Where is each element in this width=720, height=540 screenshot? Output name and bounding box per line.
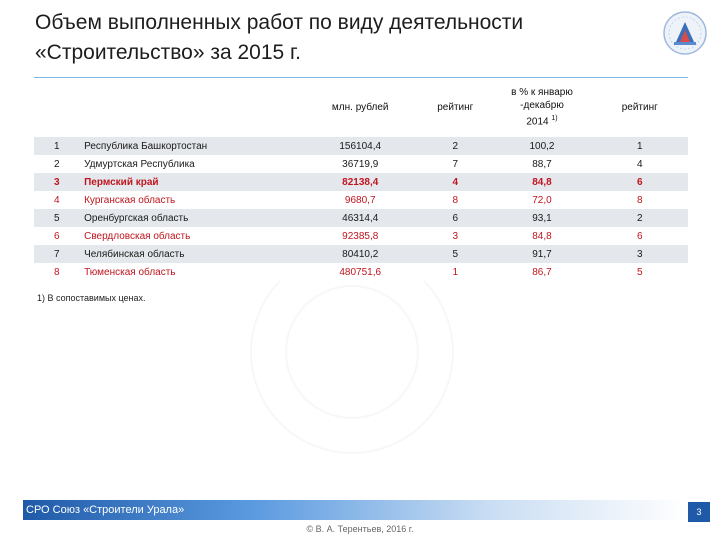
region-name: Тюменская область xyxy=(84,266,176,278)
volume-value: 46314,4 xyxy=(342,212,379,224)
volume-rank: 6 xyxy=(452,212,459,224)
volume-rank: 3 xyxy=(452,230,459,242)
volume-value: 36719,9 xyxy=(342,158,379,170)
footer-organization-label: СРО Союз «Строители Урала» xyxy=(26,504,185,516)
slide-title-line1: Объем выполненных работ по виду деятельности xyxy=(35,11,524,34)
percent-value: 93,1 xyxy=(532,212,552,224)
percent-value: 84,8 xyxy=(532,176,552,188)
region-name: Пермский край xyxy=(84,176,159,188)
row-number: 1 xyxy=(54,140,60,152)
row-number: 4 xyxy=(54,194,60,206)
table-row-highlighted xyxy=(34,173,688,191)
table-row xyxy=(34,209,688,227)
percent-rank: 6 xyxy=(636,230,643,242)
slide-title-line2: «Строительство» за 2015 г. xyxy=(35,41,301,64)
percent-value: 84,8 xyxy=(532,230,552,242)
percent-value: 91,7 xyxy=(532,248,552,260)
region-name: Оренбургская область xyxy=(84,212,189,224)
percent-rank: 8 xyxy=(636,194,643,206)
row-number: 7 xyxy=(54,248,60,260)
logo-emblem-icon xyxy=(662,10,708,56)
footer-author-credit: © В. А. Терентьев, 2016 г. xyxy=(306,524,414,534)
slide-title xyxy=(35,8,635,68)
header-percent-line1: в % к январю xyxy=(511,86,573,98)
page-number-badge: 3 xyxy=(688,502,710,522)
volume-rank: 8 xyxy=(452,194,459,206)
construction-volume-table xyxy=(34,77,688,281)
header-percent-line2: -декабрю xyxy=(520,99,564,111)
volume-rank: 2 xyxy=(452,140,459,152)
header-name xyxy=(82,77,302,137)
header-percent-line3 xyxy=(493,112,592,128)
region-name: Челябинская область xyxy=(84,248,185,260)
header-percent-year: 2014 xyxy=(526,116,549,128)
percent-rank: 1 xyxy=(636,140,643,152)
percent-value: 88,7 xyxy=(532,158,552,170)
table-row xyxy=(34,137,688,155)
volume-value: 480751,6 xyxy=(339,266,382,278)
background-circle-decoration-inner xyxy=(285,285,419,419)
percent-rank: 3 xyxy=(636,248,643,260)
volume-rank: 5 xyxy=(452,248,459,260)
percent-value: 100,2 xyxy=(529,140,555,152)
volume-rank: 4 xyxy=(452,176,459,188)
percent-value: 86,7 xyxy=(532,266,552,278)
header-num xyxy=(34,77,82,137)
percent-rank: 6 xyxy=(636,176,643,188)
percent-value: 72,0 xyxy=(532,194,552,206)
table-row-highlighted xyxy=(34,191,688,209)
row-number: 8 xyxy=(54,266,60,278)
row-number: 2 xyxy=(54,158,60,170)
row-number: 5 xyxy=(54,212,60,224)
region-name: Свердловская область xyxy=(84,230,191,242)
header-rank-2: рейтинг xyxy=(621,101,658,113)
header-rank-1: рейтинг xyxy=(437,101,474,113)
volume-value: 92385,8 xyxy=(342,230,379,242)
region-name: Удмуртская Республика xyxy=(84,158,195,170)
region-name: Республика Башкортостан xyxy=(84,140,208,152)
volume-value: 9680,7 xyxy=(344,194,376,206)
table-row-highlighted xyxy=(34,227,688,245)
region-name: Курганская область xyxy=(84,194,176,206)
volume-value: 80410,2 xyxy=(342,248,379,260)
volume-rank: 7 xyxy=(452,158,459,170)
row-number: 3 xyxy=(54,176,60,188)
percent-rank: 4 xyxy=(636,158,643,170)
header-percent xyxy=(493,77,592,137)
volume-value: 156104,4 xyxy=(339,140,382,152)
row-number: 6 xyxy=(54,230,60,242)
percent-rank: 5 xyxy=(636,266,643,278)
data-table-container xyxy=(34,77,688,281)
organization-logo xyxy=(662,10,708,56)
header-mln-rub: млн. рублей xyxy=(331,101,389,113)
table-row xyxy=(34,155,688,173)
table-footnote: 1) В сопоставимых ценах. xyxy=(37,293,146,303)
table-row xyxy=(34,245,688,263)
table-row-highlighted xyxy=(34,263,688,281)
table-header-row xyxy=(34,77,688,137)
percent-rank: 2 xyxy=(636,212,643,224)
volume-value: 82138,4 xyxy=(342,176,379,188)
volume-rank: 1 xyxy=(452,266,459,278)
header-percent-footnote-mark: 1) xyxy=(551,114,558,122)
